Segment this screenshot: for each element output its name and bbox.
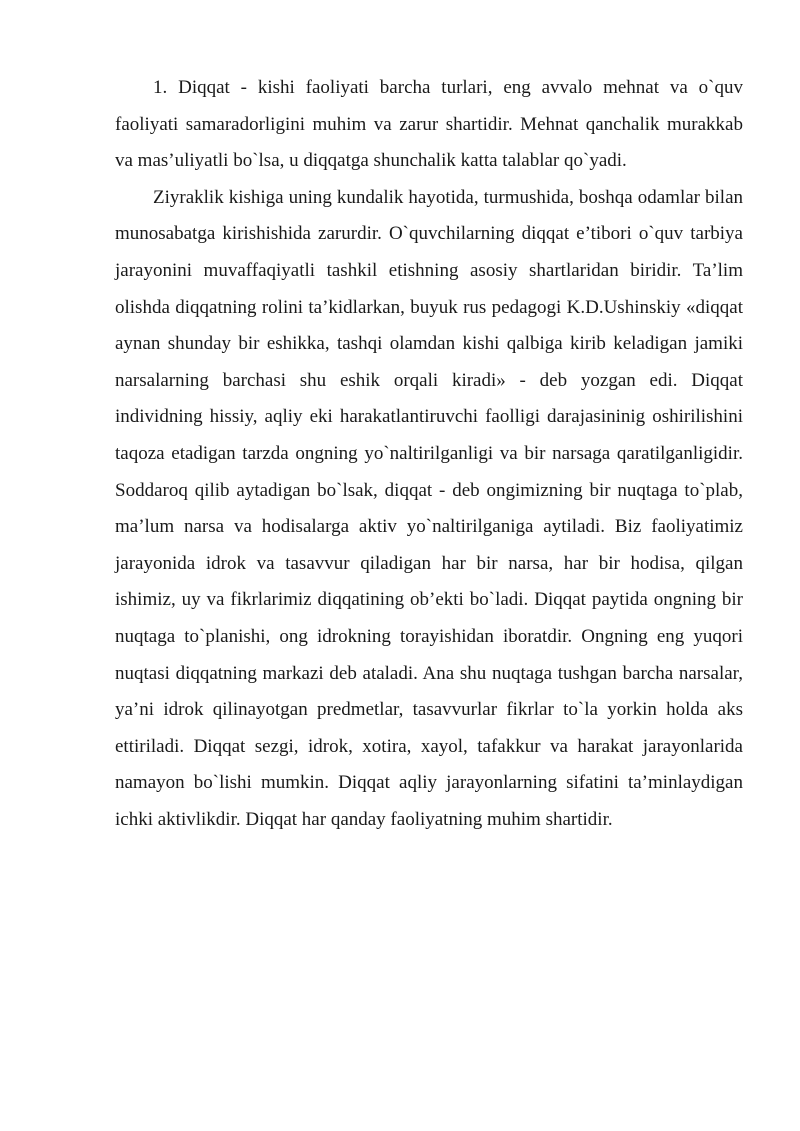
document-page (115, 70, 743, 838)
paragraph-attention-definition: 1. Diqqat - kishi faoliyati barcha turlari, eng avvalo mehnat va o`quv faoliyati samaradorligini muhim va zarur shartidir. Mehnat qanchalik murakkab va mas’uliyatli bo`lsa, u diqqatga shunchalik katta talablar qo`yadi. (115, 77, 743, 172)
paragraph-attention-description: Ziyraklik kishiga uning kundalik hayotida, turmushida, boshqa odamlar bilan munosabatga kirishishida zarurdir. O`quvchilarning diqqat e’tibori o`quv tarbiya jarayonini muvaffaqiyatli tashkil etishning asosiy shartlaridan biridir. Ta’lim olishda diqqatning rolini ta’kidlarkan, buyuk rus pedagogi K.D.Ushinskiy «diqqat aynan shunday bir eshikka, tashqi olamdan kishi qalbiga kirib keladigan jamiki narsalarning barchasi shu eshik orqali kiradi» - deb yozgan edi. Diqqat individning hissiy, aqliy eki harakatlantiruvchi faolligi darajasininig oshirilishini taqoza etadigan tarzda ongning yo`naltirilganligi va bir narsaga qaratilganligidir. Soddaroq qilib aytadigan bo`lsak, diqqat - deb ongimizning bir nuqtaga to`plab, ma’lum narsa va hodisalarga aktiv yo`naltirilganiga aytiladi. Biz faoliyatimiz jarayonida idrok va tasavvur qiladigan har bir narsa, har bir hodisa, qilgan ishimiz, uy va fikrlarimiz diqqatining ob’ekti bo`ladi. Diqqat paytida ongning bir nuqtaga to`planishi, ong idrokning torayishidan iboratdir. Ongning eng yuqori nuqtasi diqqatning markazi deb ataladi. Ana shu nuqtaga tushgan barcha narsalar, ya’ni idrok qilinayotgan predmetlar, tasavvurlar fikrlar to`la yorkin holda aks ettiriladi. Diqqat sezgi, idrok, xotira, xayol, tafakkur va harakat jarayonlarida namayon bo`lishi mumkin. Diqqat aqliy jarayonlarning sifatini ta’minlaydigan ichki aktivlikdir. Diqqat har qanday faoliyatning muhim shartidir. (115, 186, 743, 830)
